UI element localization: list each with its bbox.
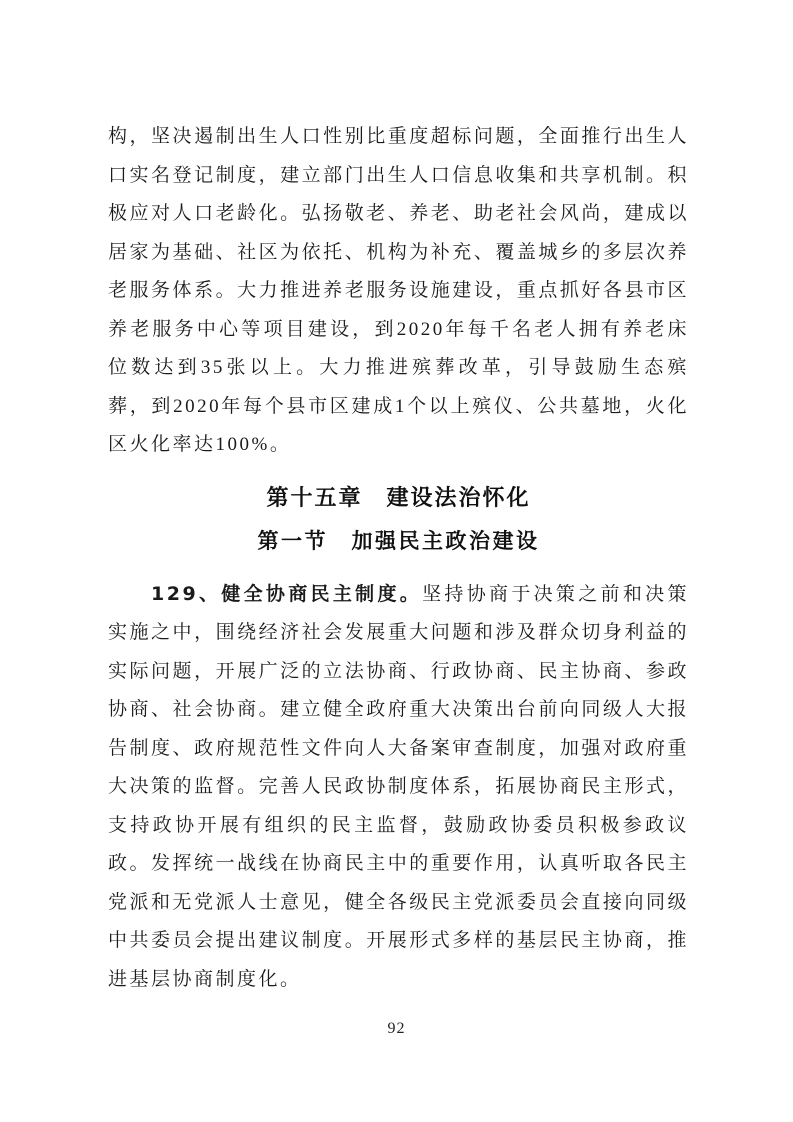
item-129-body: 坚持协商于决策之前和决策实施之中，围绕经济社会发展重大问题和涉及群众切身利益的实际问题，开展广泛的立法协商、行政协商、民主协商、参政协商、社会协商。建立健全政府重大决策出台前向同级人大报告制度、政府规范性文件向人大备案审查制度，加强对政府重大决策的监督。完善人民政协制度体系，拓展协商民主形式，支持政协开展有组织的民主监督，鼓励政协委员积极参政议政。发挥统一战线在协商民主中的重要作用，认真听取各民主党派和无党派人士意见，健全各级民主党派委员会直接向同级中共委员会提出建议制度。开展形式多样的基层民主协商，推进基层协商制度化。 (108, 583, 689, 990)
page-content (108, 118, 689, 999)
paragraph-population-elderly-care: 构，坚决遏制出生人口性别比重度超标问题，全面推行出生人口实名登记制度，建立部门出生人口信息收集和共享机制。积极应对人口老龄化。弘扬敬老、养老、助老社会风尚，建成以居家为基础、社区为依托、机构为补充、覆盖城乡的多层次养老服务体系。大力推进养老服务设施建设，重点抓好各县市区养老服务中心等项目建设，到2020年每千名老人拥有养老床位数达到35张以上。大力推进殡葬改革，引导鼓励生态殡葬，到2020年每个县市区建成1个以上殡仪、公共墓地，火化区火化率达100%。 (108, 126, 689, 455)
chapter-heading: 第十五章 建设法治怀化 (266, 485, 531, 511)
page-number: 92 (387, 1020, 406, 1037)
item-129-lead: 129、健全协商民主制度。 (151, 582, 423, 605)
paragraph-item-129 (108, 575, 689, 1000)
section-heading: 第一节 加强民主政治建设 (257, 528, 540, 553)
